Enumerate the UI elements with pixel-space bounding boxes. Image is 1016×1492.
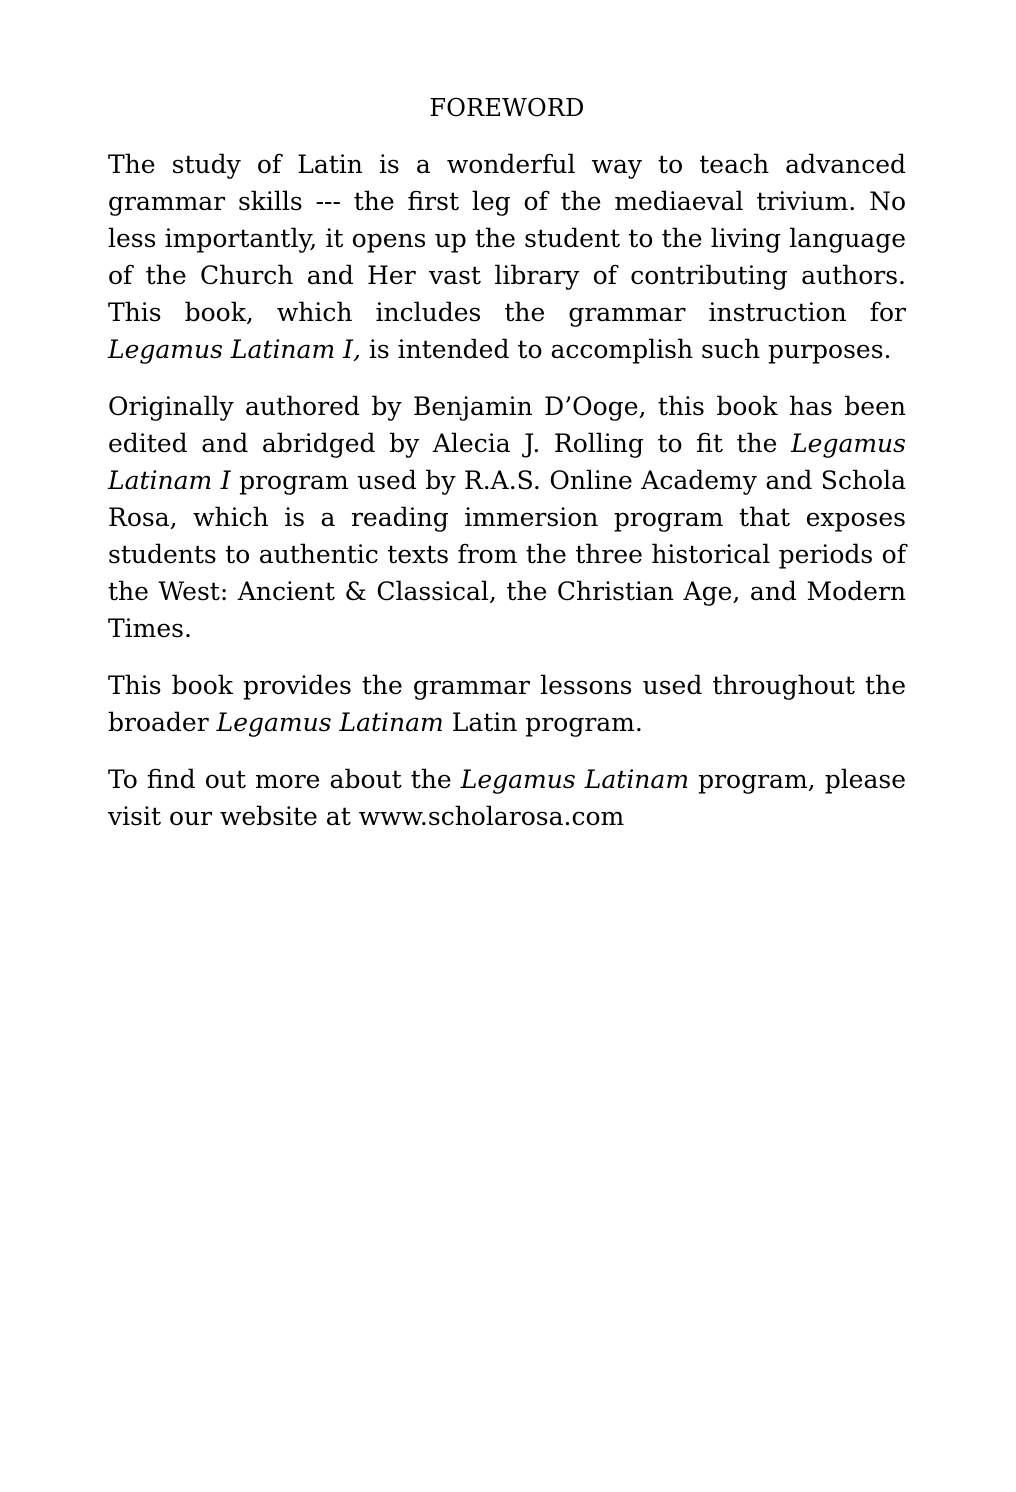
paragraph-4-text-a: To find out more about the [108, 765, 461, 794]
page-title: FOREWORD [429, 94, 585, 122]
paragraph-3-text-a: This book provides the grammar lessons used throughout the broader [108, 671, 906, 737]
paragraph-3-text-b: Latin program. [443, 708, 643, 737]
paragraph-4-text-b: program, please visit our website at www.scholarosa.com [108, 765, 907, 831]
paragraph-3 [108, 667, 906, 741]
paragraph-2-italic-title: Legamus Latinam I [108, 429, 906, 495]
paragraph-1 [108, 146, 906, 368]
paragraph-2 [108, 388, 906, 647]
paragraph-1-italic-title: Legamus Latinam I, [108, 335, 361, 364]
document-page [108, 90, 906, 855]
paragraph-2-text-a: Originally authored by Benjamin D’Ooge, this book has been edited and abridged by Alecia J. Rolling to fit the [108, 392, 906, 458]
paragraph-1-text-a: The study of Latin is a wonderful way to teach advanced grammar skills --- the first leg of the mediaeval trivium. No less importantly, it opens up the student to the living language of the Church and Her vast library of contributing authors. This book, which includes the grammar instruction for [108, 150, 906, 327]
paragraph-4-italic-title: Legamus Latinam [460, 765, 690, 794]
paragraph-1-text-b: is intended to accomplish such purposes. [360, 335, 892, 364]
paragraph-3-italic-title: Legamus Latinam [216, 708, 444, 737]
paragraph-2-text-b: program used by R.A.S. Online Academy and Schola Rosa, which is a reading immersion program that exposes students to authentic texts from the three historical periods of the West: Ancient & Classical, the Christian Age, and Modern Times. [108, 466, 906, 643]
paragraph-4 [108, 761, 906, 835]
